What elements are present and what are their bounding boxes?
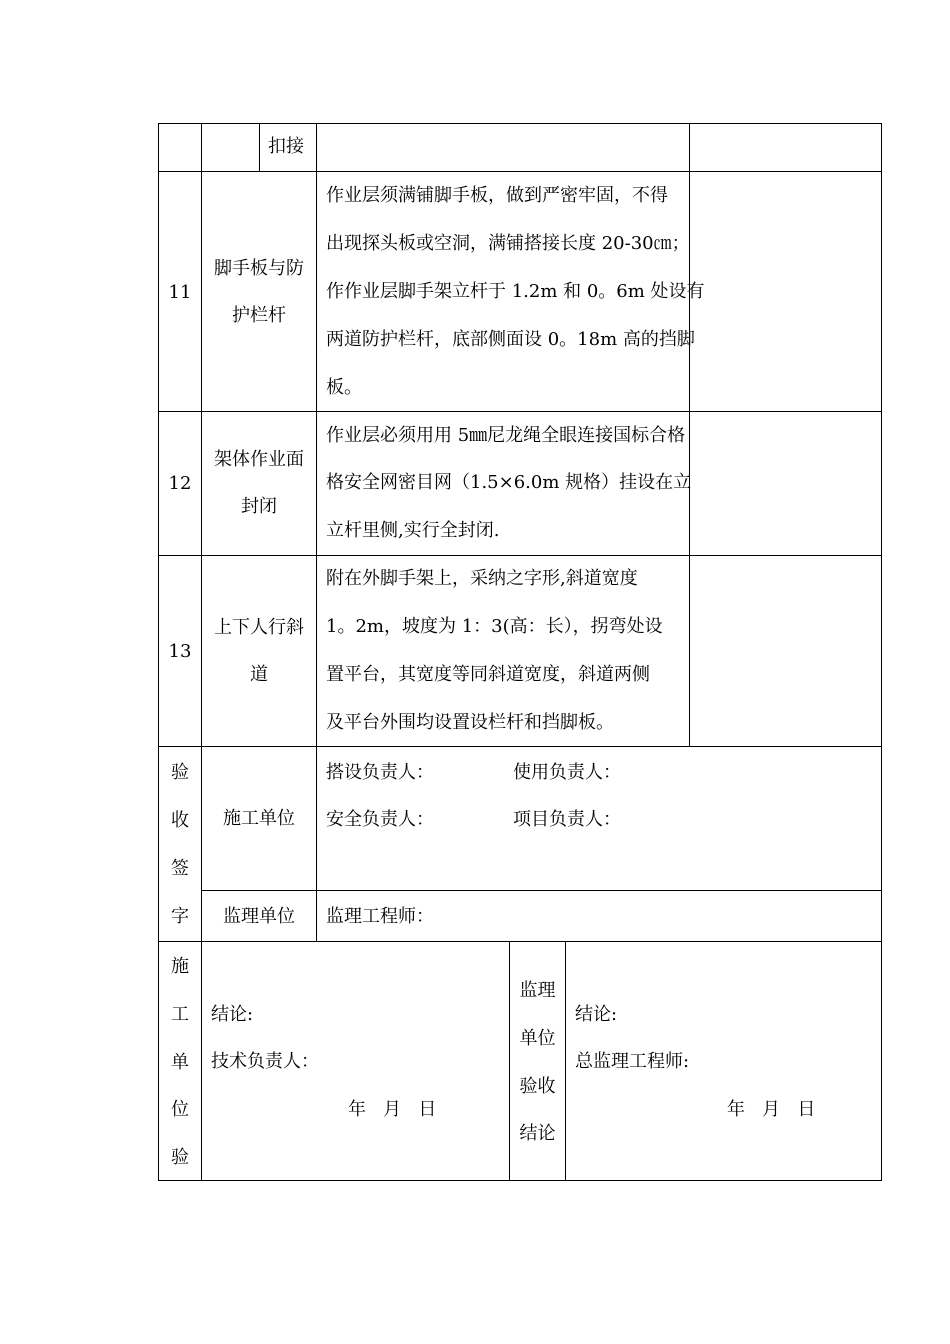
rule bbox=[158, 123, 882, 124]
row-number: 12 bbox=[168, 473, 192, 494]
rule bbox=[158, 746, 882, 747]
row-content-line: 作业层必须用用 5㎜尼龙绳全眼连接国标合格 bbox=[326, 425, 686, 446]
tech-lead-label: 技术负责人： bbox=[211, 1051, 319, 1072]
row-content-line: 作业层须满铺脚手板，做到严密牢固，不得 bbox=[326, 185, 668, 206]
row-number: 11 bbox=[168, 282, 192, 303]
right-date: 年 月 日 bbox=[727, 1099, 816, 1120]
rule bbox=[158, 171, 882, 172]
conclusion-side-char: 工 bbox=[171, 1004, 189, 1025]
row-label: 护栏杆 bbox=[232, 305, 286, 326]
rule bbox=[565, 941, 566, 1181]
conclusion-side-char: 单 bbox=[171, 1052, 189, 1073]
supervision-acceptance-label: 监理 bbox=[519, 980, 556, 1001]
conclusion-side-char: 施 bbox=[171, 956, 189, 977]
rule bbox=[509, 941, 510, 1181]
rule bbox=[201, 890, 882, 891]
rule bbox=[689, 123, 690, 746]
supervision-unit-label: 监理单位 bbox=[223, 906, 295, 927]
rule bbox=[158, 941, 882, 942]
rule bbox=[158, 411, 882, 412]
erector-label: 搭设负责人： bbox=[326, 762, 434, 783]
row-content-line: 附在外脚手架上，采纳之字形,斜道宽度 bbox=[326, 568, 638, 589]
supervision-acceptance-label: 验收 bbox=[519, 1076, 556, 1097]
row-content-line: 两道防护栏杆，底部侧面设 0。18m 高的挡脚 bbox=[326, 329, 695, 350]
row-content-line: 作作业层脚手架立杆于 1.2m 和 0。6m 处设有 bbox=[326, 281, 705, 302]
row-label: 扣接 bbox=[268, 136, 304, 157]
row-label: 道 bbox=[250, 664, 268, 685]
left-conclusion-label: 结论: bbox=[211, 1004, 254, 1025]
row-label: 脚手板与防 bbox=[214, 258, 304, 279]
row-content-line: 格安全网密目网（1.5×6.0m 规格）挂设在立 bbox=[326, 472, 692, 493]
row-content-line: 出现探头板或空洞，满铺搭接长度 20-30㎝； bbox=[326, 233, 690, 254]
rule bbox=[259, 123, 260, 171]
rule bbox=[881, 123, 882, 1181]
signoff-side-char: 验 bbox=[171, 762, 189, 783]
conclusion-side-char: 验 bbox=[171, 1147, 189, 1168]
rule bbox=[158, 555, 882, 556]
construction-unit-label: 施工单位 bbox=[223, 808, 295, 829]
user-label: 使用负责人： bbox=[513, 762, 621, 783]
row-label: 架体作业面 bbox=[214, 449, 304, 470]
row-label: 上下人行斜 bbox=[214, 617, 304, 638]
left-date: 年 月 日 bbox=[348, 1099, 437, 1120]
right-conclusion-label: 结论: bbox=[575, 1004, 618, 1025]
signoff-side-char: 收 bbox=[171, 810, 189, 831]
row-content-line: 置平台，其宽度等同斜道宽度，斜道两侧 bbox=[326, 664, 650, 685]
chief-engineer-label: 总监理工程师: bbox=[575, 1051, 690, 1072]
supervision-acceptance-label: 单位 bbox=[519, 1028, 556, 1049]
row-content-line: 及平台外围均设置设栏杆和挡脚板。 bbox=[326, 712, 614, 733]
supervision-acceptance-label: 结论 bbox=[519, 1123, 556, 1144]
conclusion-side-char: 位 bbox=[171, 1099, 189, 1120]
row-content-line: 1。2m，坡度为 1：3(高：长），拐弯处设 bbox=[326, 616, 663, 637]
rule bbox=[158, 1180, 882, 1181]
row-label: 封闭 bbox=[241, 496, 277, 517]
signoff-side-char: 签 bbox=[171, 858, 189, 879]
row-number: 13 bbox=[168, 641, 192, 662]
row-content-line: 板。 bbox=[326, 377, 362, 398]
safety-label: 安全负责人： bbox=[326, 809, 434, 830]
project-label: 项目负责人： bbox=[513, 809, 621, 830]
row-content-line: 立杆里侧,实行全封闭. bbox=[326, 520, 500, 541]
supervision-engineer-label: 监理工程师： bbox=[326, 906, 434, 927]
signoff-side-char: 字 bbox=[171, 906, 189, 927]
